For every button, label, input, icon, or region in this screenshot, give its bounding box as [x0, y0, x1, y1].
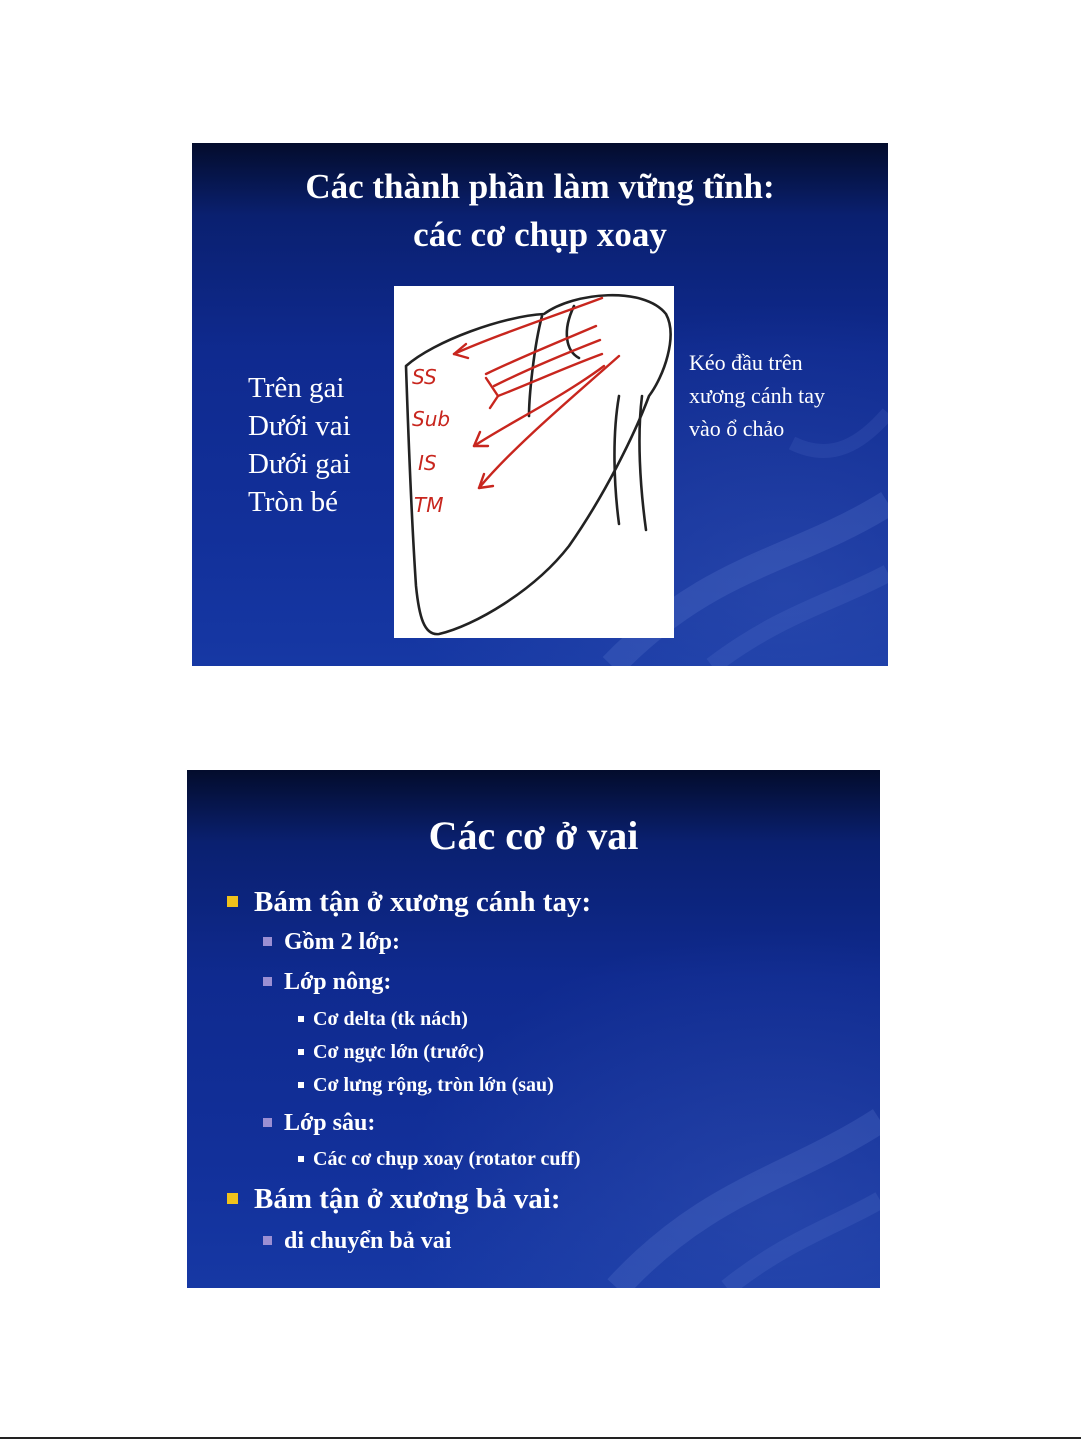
bullet-square-icon — [298, 1049, 304, 1055]
bullet-level-3 — [298, 1146, 581, 1172]
bullet-level-2 — [263, 1226, 451, 1256]
bullet-text: di chuyển bả vai — [284, 1228, 452, 1254]
bullet-text: Cơ delta (tk nách) — [313, 1008, 468, 1030]
bullet-level-2 — [263, 927, 400, 957]
bullet-square-icon — [263, 1236, 272, 1245]
bullet-level-3 — [298, 1006, 468, 1032]
function-caption — [689, 346, 825, 445]
bullet-square-icon — [227, 1193, 238, 1204]
sketch-label-is: IS — [418, 451, 437, 475]
bullet-square-icon — [263, 1118, 272, 1127]
bullet-square-icon — [298, 1016, 304, 1022]
bullet-square-icon — [298, 1082, 304, 1088]
slide-title — [192, 163, 888, 259]
slide-title-line-2: các cơ chụp xoay — [413, 215, 667, 254]
bullet-level-2 — [263, 1108, 375, 1138]
sketch-label-sub: Sub — [412, 407, 451, 431]
scapula-outline — [406, 295, 671, 634]
bullet-level-1 — [227, 884, 591, 920]
muscle-name-list — [248, 369, 351, 521]
muscle-label: Dưới gai — [248, 448, 351, 480]
page-bottom-rule — [0, 1437, 1081, 1439]
bullet-square-icon — [227, 896, 238, 907]
scapula-sketch — [394, 286, 674, 638]
bullet-level-2 — [263, 967, 391, 997]
bullet-text: Cơ lưng rộng, tròn lớn (sau) — [313, 1074, 554, 1096]
bullet-text: Bám tận ở xương bả vai: — [254, 1183, 561, 1215]
bullet-text: Lớp nông: — [284, 969, 392, 995]
muscle-arrows — [454, 298, 619, 488]
bullet-text: Cơ ngực lớn (trước) — [313, 1041, 485, 1063]
bullet-level-1 — [227, 1181, 561, 1217]
sketch-label-tm: TM — [414, 493, 444, 517]
bullet-text: Các cơ chụp xoay (rotator cuff) — [313, 1148, 581, 1170]
sketch-label-ss: SS — [412, 365, 437, 389]
slide-title-line-1: Các thành phần làm vững tĩnh: — [305, 167, 775, 206]
muscle-label: Trên gai — [248, 372, 345, 404]
bullet-square-icon — [298, 1156, 304, 1162]
slide-title: Các cơ ở vai — [428, 813, 639, 858]
caption-line: vào ổ chảo — [689, 416, 785, 441]
muscle-label: Tròn bé — [248, 486, 338, 518]
slide-shoulder-muscles — [187, 770, 880, 1288]
bullet-square-icon — [263, 937, 272, 946]
bullet-text: Lớp sâu: — [284, 1110, 376, 1136]
caption-line: Kéo đầu trên — [689, 350, 803, 375]
bullet-text: Gồm 2 lớp: — [284, 929, 400, 955]
muscle-label: Dưới vai — [248, 410, 351, 442]
bullet-level-3 — [298, 1039, 484, 1065]
bullet-square-icon — [263, 977, 272, 986]
scapula-drawing — [394, 286, 674, 638]
caption-line: xương cánh tay — [689, 383, 825, 408]
bullet-level-3 — [298, 1072, 554, 1098]
bullet-text: Bám tận ở xương cánh tay: — [254, 886, 592, 918]
slide-rotator-cuff — [192, 143, 888, 666]
